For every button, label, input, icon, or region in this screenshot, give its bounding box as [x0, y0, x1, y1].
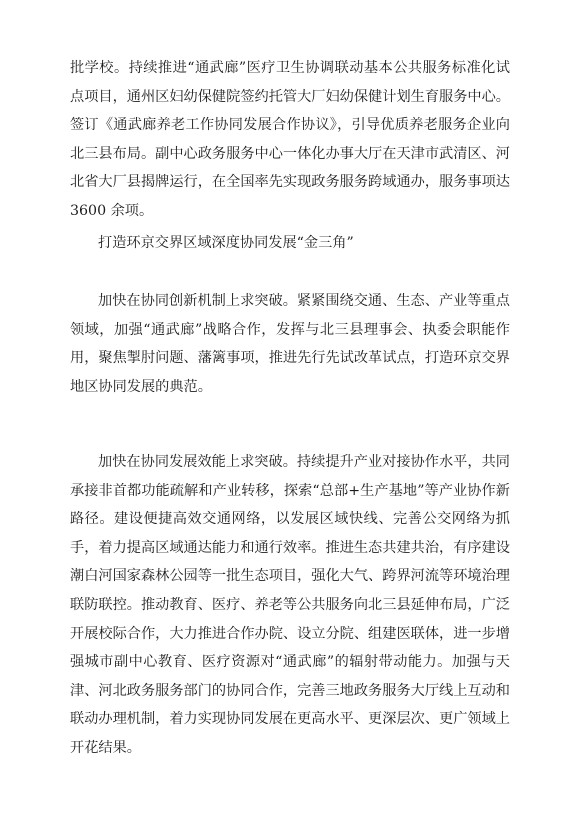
paragraph-continuation: 批学校。持续推进“通武廊”医疗卫生协调联动基本公共服务标准化试点项目，通州区妇幼保健院签约托管大厂妇幼保健计划生育服务中心。签订《通武廊养老工作协同发展合作协议》，引导优质养老服务企业向北三县布局。副中心政务服务中心一体化办事大厅在天津市武清区、河北省大厂县揭牌运行，在全国率先实现政务服务跨域通办，服务事项达 3600 余项。 — [70, 60, 510, 219]
paragraph-innovation: 加快在协同创新机制上求突破。紧紧围绕交通、生态、产业等重点领域，加强“通武廊”战略合作，发挥与北三县理事会、执委会职能作用，聚焦掣肘问题、藩篱事项，推进先行先试改革试点，打造环京交界地区协同发展的典范。 — [70, 293, 510, 395]
section-heading: 打造环京交界区域深度协同发展“金三角” — [98, 235, 354, 251]
paragraph-efficiency: 加快在协同发展效能上求突破。持续提升产业对接协作水平，共同承接非首都功能疏解和产业转移，探索“总部+生产基地”等产业协作新路径。建设便捷高效交通网络，以发展区域快线、完善公交网络为抓手，着力提高区域通达能力和通行效率。推进生态共建共治，有序建设潮白河国家森林公园等一批生态项目，强化大气、跨界河流等环境治理联防联控。推动教育、医疗、养老等公共服务向北三县延伸布局，广泛开展校际合作，大力推进合作办院、设立分院、组建医联体，进一步增强城市副中心教育、医疗资源对“通武廊”的辐射带动能力。加强与天津、河北政务服务部门的协同合作，完善三地政务服务大厅线上互动和联动办理机制，着力实现协同发展在更高水平、更深层次、更广领域上开花结果。 — [70, 454, 510, 756]
